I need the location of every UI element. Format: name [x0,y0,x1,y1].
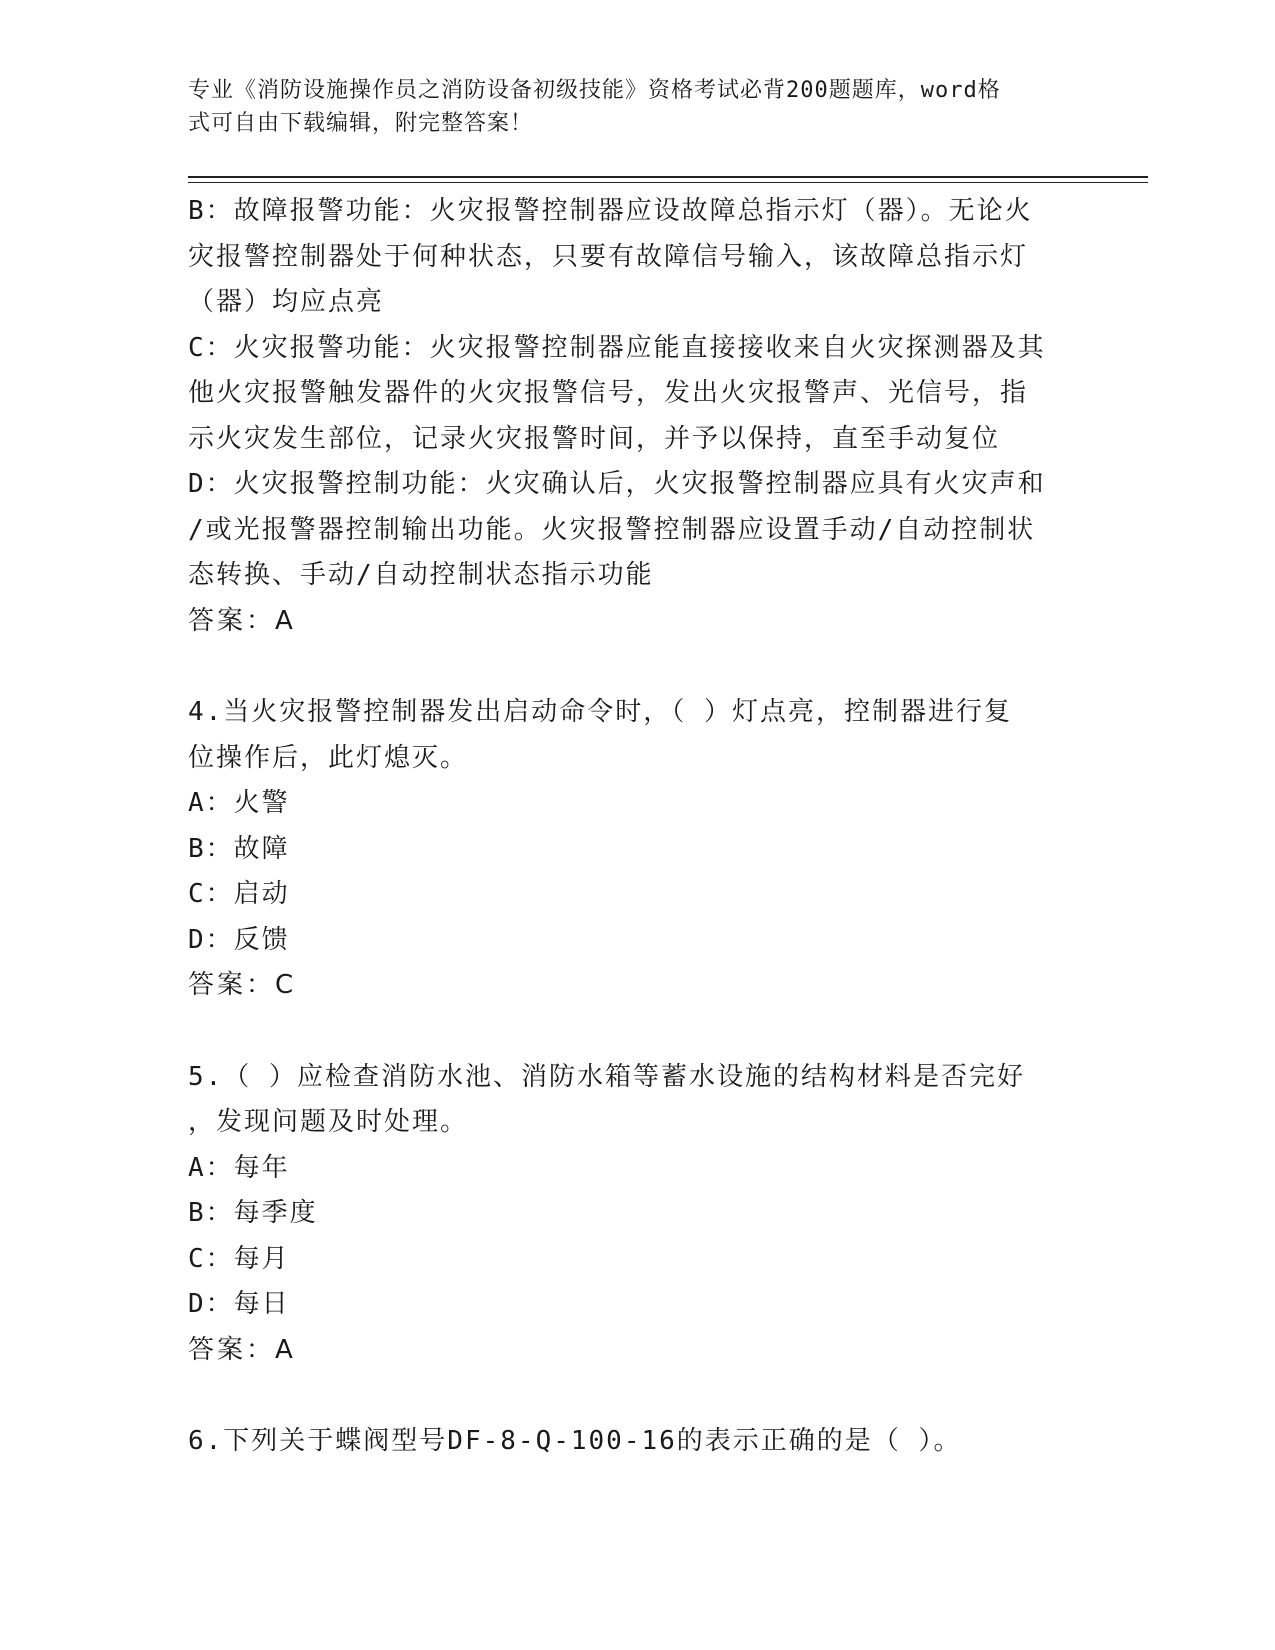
question-stem-line: 位操作后，此灯熄灭。 [188,742,469,773]
option-b: B：每季度 [188,1198,318,1228]
option-text-line: （器）均应点亮 [188,287,385,317]
question-stem-line: 5.（ ）应检查消防水池、消防水箱等蓄水设施的结构材料是否完好 [188,1061,1025,1092]
question-5-answer: 答案：A [188,1334,296,1365]
option-text-line: C：火灾报警功能：火灾报警控制器应能直接接收来自火灾探测器及其 [188,332,1046,363]
question-4 [188,690,1078,1009]
option-text-line: 态转换、手动/自动控制状态指示功能 [188,560,654,590]
option-text-line: D：火灾报警控制功能：火灾确认后，火灾报警控制器应具有火灾声和 [188,469,1046,499]
option-a: A：每年 [188,1152,290,1183]
spacer [188,644,1078,690]
document-body [188,189,1078,1465]
spacer [188,1009,1078,1055]
option-c: C：启动 [188,879,290,909]
option-b: B：故障 [188,833,290,864]
question-3-answer: 答案：A [188,605,296,636]
question-stem-line: ，发现问题及时处理。 [188,1107,469,1137]
option-text-line: 灾报警控制器处于何种状态，只要有故障信号输入，该故障总指示灯 [188,241,1029,272]
option-text-line: B：故障报警功能：火灾报警控制器应设故障总指示灯（器）。无论火 [188,196,1033,226]
question-3-option-c [188,326,1078,463]
question-3-option-d [188,462,1078,599]
header-divider-thick [188,176,1148,178]
spacer [188,1373,1078,1419]
header-line: 专业《消防设施操作员之消防设备初级技能》资格考试必背200题题库，word格 [188,78,1001,103]
header-line: 式可自由下载编辑，附完整答案！ [188,111,534,136]
option-text-line: 示火灾发生部位，记录火灾报警时间，并予以保持，直至手动复位 [188,423,1001,454]
question-3-option-b [188,189,1078,326]
option-text-line: /或光报警器控制输出功能。火灾报警控制器应设置手动/自动控制状 [188,514,1036,545]
question-6 [188,1419,1078,1465]
question-stem-line: 4.当火灾报警控制器发出启动命令时，（ ）灯点亮，控制器进行复 [188,697,1012,727]
document-header [188,74,1068,140]
question-stem-line: 6.下列关于蝶阀型号DF-8-Q-100-16的表示正确的是（ ）。 [188,1426,962,1456]
option-d: D：反馈 [188,924,290,955]
option-a: A：火警 [188,788,290,818]
option-c: C：每月 [188,1243,290,1274]
question-4-answer: 答案：C [188,970,297,1000]
question-5 [188,1055,1078,1374]
option-d: D：每日 [188,1289,290,1319]
option-text-line: 他火灾报警触发器件的火灾报警信号，发出火灾报警声、光信号，指 [188,378,1029,408]
header-divider-thin [188,182,1148,183]
